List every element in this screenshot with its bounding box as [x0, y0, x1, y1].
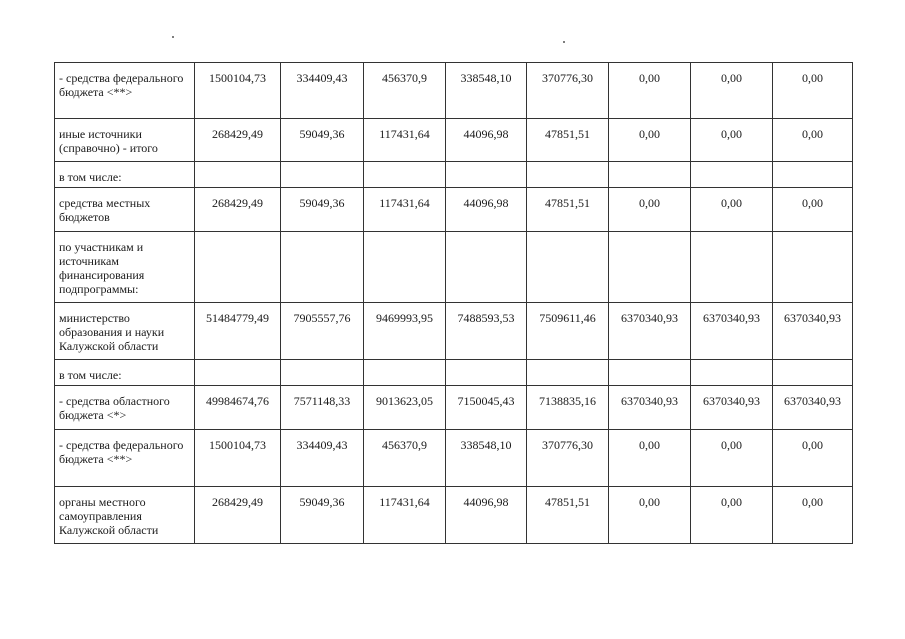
value-cell: 0,00	[691, 188, 773, 232]
value-cell	[281, 232, 364, 303]
value-cell: 117431,64	[364, 119, 446, 162]
table-row	[55, 232, 853, 303]
table-row	[55, 487, 853, 544]
value-cell	[609, 162, 691, 188]
value-cell	[773, 360, 853, 386]
value-cell: 9013623,05	[364, 386, 446, 430]
value-cell: 0,00	[609, 119, 691, 162]
row-label: - средства областного бюджета <*>	[55, 386, 195, 430]
value-cell: 44096,98	[446, 119, 527, 162]
value-cell	[527, 232, 609, 303]
value-cell	[281, 360, 364, 386]
budget-table	[54, 62, 853, 544]
value-cell: 9469993,95	[364, 303, 446, 360]
value-cell: 0,00	[773, 119, 853, 162]
value-cell: 6370340,93	[691, 386, 773, 430]
value-cell: 0,00	[773, 188, 853, 232]
value-cell: 1500104,73	[195, 430, 281, 487]
table-row	[55, 430, 853, 487]
row-label: по участникам и источникам финансирования подпрограммы:	[55, 232, 195, 303]
value-cell	[446, 232, 527, 303]
value-cell: 334409,43	[281, 430, 364, 487]
value-cell: 1500104,73	[195, 63, 281, 119]
value-cell: 7509611,46	[527, 303, 609, 360]
value-cell	[446, 360, 527, 386]
scan-speck	[172, 36, 174, 38]
value-cell: 0,00	[691, 119, 773, 162]
row-label: - средства федерального бюджета <**>	[55, 63, 195, 119]
value-cell	[195, 162, 281, 188]
value-cell: 0,00	[773, 63, 853, 119]
value-cell: 59049,36	[281, 188, 364, 232]
value-cell: 0,00	[609, 63, 691, 119]
row-label: в том числе:	[55, 360, 195, 386]
table-row	[55, 360, 853, 386]
value-cell: 7571148,33	[281, 386, 364, 430]
table-row	[55, 162, 853, 188]
table-row	[55, 386, 853, 430]
scan-speck	[563, 41, 565, 43]
value-cell	[527, 360, 609, 386]
value-cell: 0,00	[691, 487, 773, 544]
value-cell: 44096,98	[446, 188, 527, 232]
value-cell: 49984674,76	[195, 386, 281, 430]
value-cell: 0,00	[609, 430, 691, 487]
value-cell: 47851,51	[527, 188, 609, 232]
table-row	[55, 63, 853, 119]
table-row	[55, 188, 853, 232]
value-cell	[364, 360, 446, 386]
value-cell	[527, 162, 609, 188]
value-cell	[691, 360, 773, 386]
value-cell: 6370340,93	[609, 303, 691, 360]
value-cell: 117431,64	[364, 188, 446, 232]
value-cell	[773, 162, 853, 188]
value-cell: 0,00	[691, 430, 773, 487]
value-cell	[609, 360, 691, 386]
value-cell: 0,00	[773, 430, 853, 487]
value-cell	[195, 360, 281, 386]
value-cell: 0,00	[691, 63, 773, 119]
value-cell: 0,00	[609, 487, 691, 544]
value-cell	[691, 232, 773, 303]
value-cell: 59049,36	[281, 487, 364, 544]
value-cell: 6370340,93	[691, 303, 773, 360]
value-cell: 0,00	[609, 188, 691, 232]
row-label: - средства федерального бюджета <**>	[55, 430, 195, 487]
value-cell: 370776,30	[527, 430, 609, 487]
value-cell: 0,00	[773, 487, 853, 544]
value-cell: 370776,30	[527, 63, 609, 119]
value-cell: 6370340,93	[773, 386, 853, 430]
value-cell: 117431,64	[364, 487, 446, 544]
value-cell: 7150045,43	[446, 386, 527, 430]
value-cell	[364, 232, 446, 303]
table-row	[55, 119, 853, 162]
row-label: в том числе:	[55, 162, 195, 188]
value-cell: 334409,43	[281, 63, 364, 119]
row-label: министерство образования и науки Калужской области	[55, 303, 195, 360]
value-cell: 6370340,93	[773, 303, 853, 360]
value-cell	[364, 162, 446, 188]
value-cell: 268429,49	[195, 119, 281, 162]
value-cell	[446, 162, 527, 188]
row-label: иные источники (справочно) - итого	[55, 119, 195, 162]
value-cell	[281, 162, 364, 188]
value-cell: 338548,10	[446, 63, 527, 119]
value-cell: 7138835,16	[527, 386, 609, 430]
value-cell	[773, 232, 853, 303]
value-cell: 44096,98	[446, 487, 527, 544]
value-cell: 338548,10	[446, 430, 527, 487]
table-row	[55, 303, 853, 360]
value-cell: 456370,9	[364, 430, 446, 487]
row-label: средства местных бюджетов	[55, 188, 195, 232]
value-cell: 268429,49	[195, 188, 281, 232]
value-cell	[609, 232, 691, 303]
value-cell	[691, 162, 773, 188]
value-cell: 7905557,76	[281, 303, 364, 360]
value-cell	[195, 232, 281, 303]
value-cell: 268429,49	[195, 487, 281, 544]
value-cell: 47851,51	[527, 119, 609, 162]
value-cell: 51484779,49	[195, 303, 281, 360]
value-cell: 7488593,53	[446, 303, 527, 360]
value-cell: 47851,51	[527, 487, 609, 544]
value-cell: 59049,36	[281, 119, 364, 162]
row-label: органы местного самоуправления Калужской области	[55, 487, 195, 544]
value-cell: 456370,9	[364, 63, 446, 119]
value-cell: 6370340,93	[609, 386, 691, 430]
